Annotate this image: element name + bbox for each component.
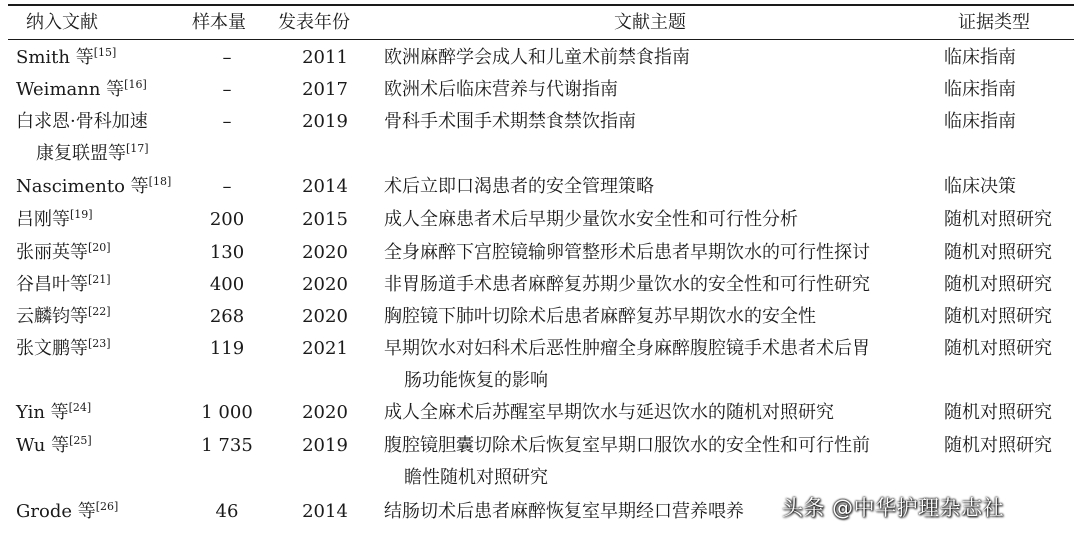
- topic-cell: 欧洲术后临床营养与代谢指南: [384, 79, 618, 100]
- sample-size-cell: 400: [209, 274, 245, 295]
- year-cell: 2014: [302, 176, 348, 197]
- ref-cell: 白求恩·骨科加速 康复联盟等[17]: [16, 111, 149, 164]
- topic-cell: 全身麻醉下宫腔镜输卵管整形术后患者早期饮水的可行性探讨: [384, 242, 870, 263]
- year-cell: 2019: [302, 111, 348, 132]
- topic-cell: 骨科手术围手术期禁食禁饮指南: [384, 111, 636, 132]
- sample-size-cell: 46: [215, 501, 239, 522]
- year-cell: 2021: [302, 338, 348, 359]
- evidence-type-cell: 临床指南: [944, 79, 1016, 100]
- evidence-type-cell: 随机对照研究: [944, 435, 1052, 456]
- ref-cell: Weimann 等[16]: [16, 78, 147, 100]
- evidence-type-cell: 随机对照研究: [944, 338, 1052, 359]
- ref-cell: Grode 等[26]: [16, 500, 119, 522]
- header-ref: 纳入文献: [26, 12, 98, 33]
- year-cell: 2020: [302, 242, 348, 263]
- year-cell: 2020: [302, 306, 348, 327]
- header-year: 发表年份: [278, 12, 350, 33]
- year-cell: 2020: [302, 402, 348, 423]
- topic-cell: 欧洲麻醉学会成人和儿童术前禁食指南: [384, 47, 690, 68]
- header-evidence-type: 证据类型: [958, 12, 1030, 33]
- year-cell: 2020: [302, 274, 348, 295]
- evidence-type-cell: 随机对照研究: [944, 242, 1052, 263]
- header-topic: 文献主题: [614, 12, 686, 33]
- sample-size-cell: 130: [209, 242, 245, 263]
- year-cell: 2017: [302, 79, 348, 100]
- ref-cell: Wu 等[25]: [16, 434, 92, 456]
- ref-cell: 吕刚等[19]: [16, 208, 93, 230]
- ref-cell: Smith 等[15]: [16, 46, 117, 68]
- sample-size-cell: 200: [209, 209, 245, 230]
- sample-size-cell: 268: [209, 306, 245, 327]
- evidence-type-cell: 随机对照研究: [944, 209, 1052, 230]
- topic-cell: 结肠切术后患者麻醉恢复室早期经口营养喂养: [384, 501, 744, 522]
- header-rule: [8, 39, 1074, 40]
- evidence-type-cell: 随机对照研究: [944, 402, 1052, 423]
- ref-cell: Yin 等[24]: [16, 401, 92, 423]
- year-cell: 2019: [302, 435, 348, 456]
- ref-cell: 谷昌叶等[21]: [16, 273, 111, 295]
- sample-size-cell: 119: [209, 338, 245, 359]
- topic-cell: 早期饮水对妇科术后恶性肿瘤全身麻醉腹腔镜手术患者术后胃 肠功能恢复的影响: [384, 338, 870, 391]
- year-cell: 2014: [302, 501, 348, 522]
- evidence-type-cell: 临床指南: [944, 111, 1016, 132]
- topic-cell: 非胃肠道手术患者麻醉复苏期少量饮水的安全性和可行性研究: [384, 274, 870, 295]
- sample-size-cell: –: [222, 79, 232, 100]
- evidence-type-cell: 临床指南: [944, 47, 1016, 68]
- topic-cell: 腹腔镜胆囊切除术后恢复室早期口服饮水的安全性和可行性前 瞻性随机对照研究: [384, 435, 870, 488]
- ref-cell: 张文鹏等[23]: [16, 337, 111, 359]
- ref-cell: 云麟钧等[22]: [16, 305, 111, 327]
- sample-size-cell: –: [222, 176, 232, 197]
- ref-cell: 张丽英等[20]: [16, 241, 111, 263]
- year-cell: 2011: [302, 47, 348, 68]
- header-sample-size: 样本量: [192, 12, 246, 33]
- sample-size-cell: 1 000: [201, 402, 253, 423]
- sample-size-cell: –: [222, 47, 232, 68]
- topic-cell: 胸腔镜下肺叶切除术后患者麻醉复苏早期饮水的安全性: [384, 306, 816, 327]
- sample-size-cell: –: [222, 111, 232, 132]
- ref-cell: Nascimento 等[18]: [16, 175, 172, 197]
- topic-cell: 术后立即口渴患者的安全管理策略: [384, 176, 654, 197]
- topic-cell: 成人全麻患者术后早期少量饮水安全性和可行性分析: [384, 209, 798, 230]
- evidence-type-cell: 随机对照研究: [944, 306, 1052, 327]
- table-top-rule: [8, 4, 1074, 6]
- evidence-type-cell: 临床决策: [944, 176, 1016, 197]
- sample-size-cell: 1 735: [201, 435, 253, 456]
- watermark: 头条 @中华护理杂志社: [782, 496, 1005, 520]
- year-cell: 2015: [302, 209, 348, 230]
- evidence-type-cell: 随机对照研究: [944, 274, 1052, 295]
- topic-cell: 成人全麻术后苏醒室早期饮水与延迟饮水的随机对照研究: [384, 402, 834, 423]
